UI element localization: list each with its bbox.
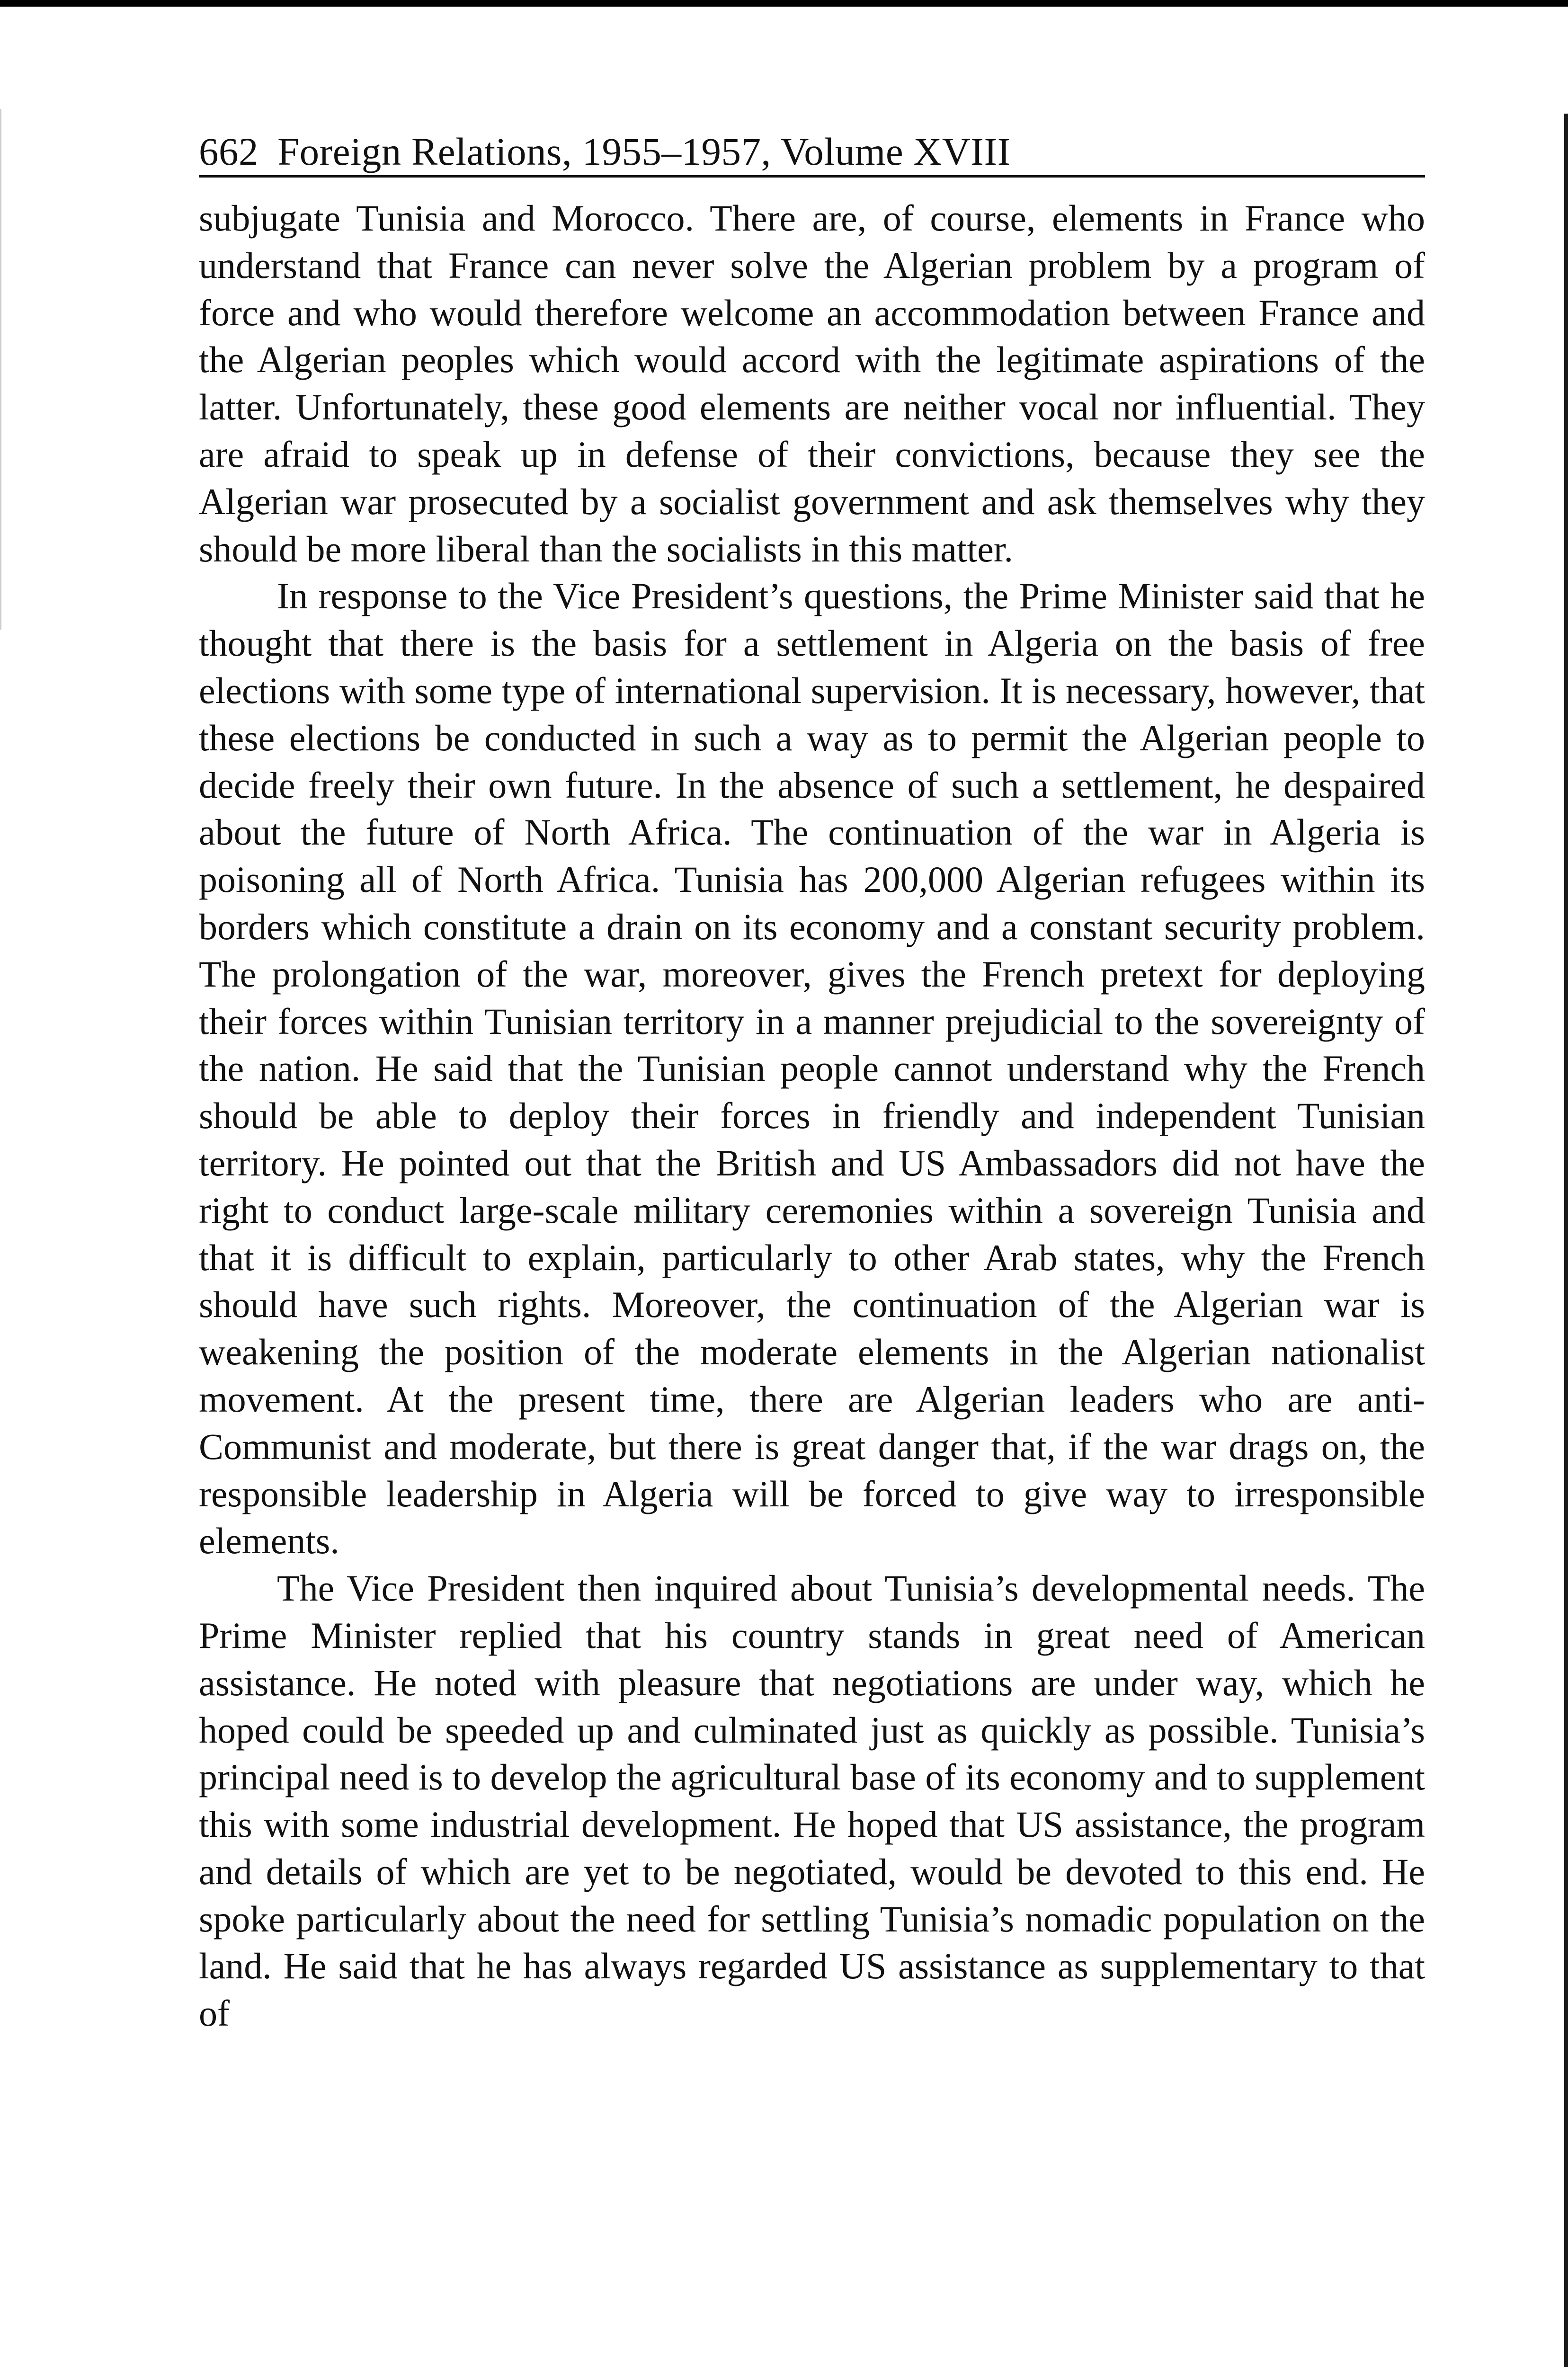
paragraph-continuation: subjugate Tunisia and Morocco. There are, of course, elements in France who understand that France can never solve the Algerian problem by a program of force and who would therefore welcome an accommodation between France and the Algerian peoples which would accord with the legitimate aspirations of the latter. Unfortunately, these good elements are neither vocal nor influential. They are afraid to speak up in defense of their convictions, because they see the Algerian war prosecuted by a socialist government and ask themselves why they should be more liberal than the socialists in this matter.: [199, 197, 1425, 570]
document-page: [199, 128, 1425, 2037]
running-title: Foreign Relations, 1955–1957, Volume XVIII: [277, 130, 1011, 173]
body-text: [199, 195, 1425, 2037]
running-header: [199, 128, 1425, 178]
scan-border-right: [1564, 114, 1568, 2367]
page-number: 662: [199, 130, 258, 173]
scan-border-top: [0, 0, 1568, 7]
paragraph-developmental-needs: The Vice President then inquired about Tunisia’s developmental needs. The Prime Minister replied that his country stands in great need of American assistance. He noted with pleasure that negotiations are under way, which he hoped could be speeded up and culminated just as quickly as possible. Tunisia’s principal need is to develop the agricultural base of its economy and to supplement this with some industrial development. He hoped that US assistance, the program and details of which are yet to be negotiated, would be devoted to this end. He spoke particularly about the need for settling Tunisia’s nomadic population on the land. He said that he has always regarded US assistance as supplementary to that of: [199, 1567, 1425, 2034]
scan-edge-left: [0, 109, 1, 630]
paragraph-prime-minister-response: In response to the Vice President’s questions, the Prime Minister said that he thought that there is the basis for a settlement in Algeria on the basis of free elections with some type of international supervision. It is necessary, however, that these elections be conducted in such a way as to permit the Algerian people to decide freely their own future. In the absence of such a settlement, he despaired about the future of North Africa. The continuation of the war in Algeria is poisoning all of North Africa. Tunisia has 200,000 Algerian refugees within its borders which constitute a drain on its economy and a constant security problem. The prolongation of the war, moreover, gives the French pretext for deploying their forces within Tunisian territory in a manner prejudicial to the sovereignty of the nation. He said that the Tunisian people cannot understand why the French should be able to deploy their forces in friendly and independent Tunisian territory. He pointed out that the British and US Ambassadors did not have the right to conduct large-scale military ceremonies within a sovereign Tunisia and that it is difficult to explain, particularly to other Arab states, why the French should have such rights. Moreover, the continuation of the Algerian war is weakening the position of the moderate elements in the Algerian nationalist movement. At the present time, there are Algerian leaders who are anti-Communist and moderate, but there is great danger that, if the war drags on, the responsible leadership in Algeria will be forced to give way to irresponsible elements.: [199, 575, 1425, 1562]
